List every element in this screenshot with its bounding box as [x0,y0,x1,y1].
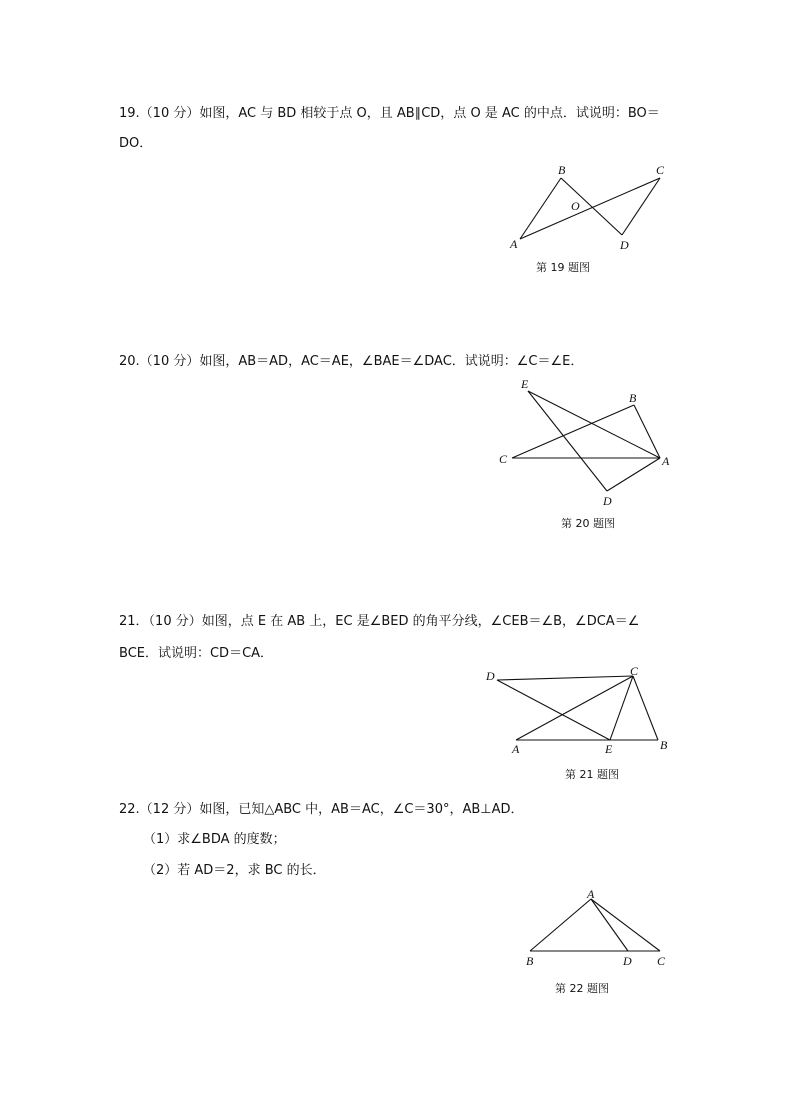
point-label-d: D [486,669,495,683]
problem-19-line-2: DO． [119,136,153,151]
segment-ec [610,676,633,740]
point-label-a: A [587,887,595,901]
caption-20: 第 20 题图 [561,517,615,530]
segment-de [497,680,610,740]
segment-ba [634,405,660,458]
point-label-d: D [603,494,612,508]
problem-22-line-1: 22.（12 分）如图，已知△ABC 中，AB＝AC，∠C＝30°，AB⊥AD． [119,802,524,817]
problem-19-line-1: 19.（10 分）如图，AC 与 BD 相较于点 O，且 AB∥CD，点 O 是 AC 的中点．试说明：BO＝ [119,106,660,121]
point-label-e: E [605,742,613,756]
point-label-b: B [629,391,637,405]
point-label-e: E [521,377,529,391]
problem-20-line-1: 20.（10 分）如图，AB＝AD，AC＝AE，∠BAE＝∠DAC．试说明：∠C＝∠E． [119,354,584,369]
point-label-b: B [660,738,668,752]
point-label-d: D [620,238,629,252]
segment-ad [591,899,628,951]
point-label-a: A [512,742,520,756]
problem-22-line-2: （1）求∠BDA 的度数； [143,832,286,847]
figure-19 [500,160,680,255]
point-label-b: B [526,954,534,968]
point-label-o: O [571,199,580,213]
segment-dc [497,676,633,680]
point-label-c: C [499,452,508,466]
segment-ac [591,899,660,951]
problem-22-line-3: （2）若 AD＝2，求 BC 的长． [143,863,326,878]
point-label-b: B [558,163,566,177]
segment-cb [633,676,658,740]
caption-19: 第 19 题图 [536,261,590,274]
segment-cb [512,405,634,458]
problem-21-line-1: 21．（10 分）如图，点 E 在 AB 上，EC 是∠BED 的角平分线，∠CEB＝∠B，∠DCA＝∠ [119,614,640,629]
figure-22 [515,885,675,975]
segment-ea [528,391,660,458]
point-label-c: C [656,163,665,177]
segment-ac [516,676,633,740]
problem-21-line-2: BCE．试说明：CD＝CA． [119,646,274,661]
segment-ab [530,899,591,951]
point-label-d: D [623,954,632,968]
point-label-a: A [662,454,670,468]
segment-ed [528,391,607,491]
caption-22: 第 22 题图 [555,982,609,995]
point-label-a: A [510,237,518,251]
figure-21 [480,665,680,760]
figure-20 [495,375,685,510]
segment-da [607,458,660,491]
caption-21: 第 21 题图 [565,768,619,781]
point-label-c: C [630,664,639,678]
point-label-c: C [657,954,666,968]
